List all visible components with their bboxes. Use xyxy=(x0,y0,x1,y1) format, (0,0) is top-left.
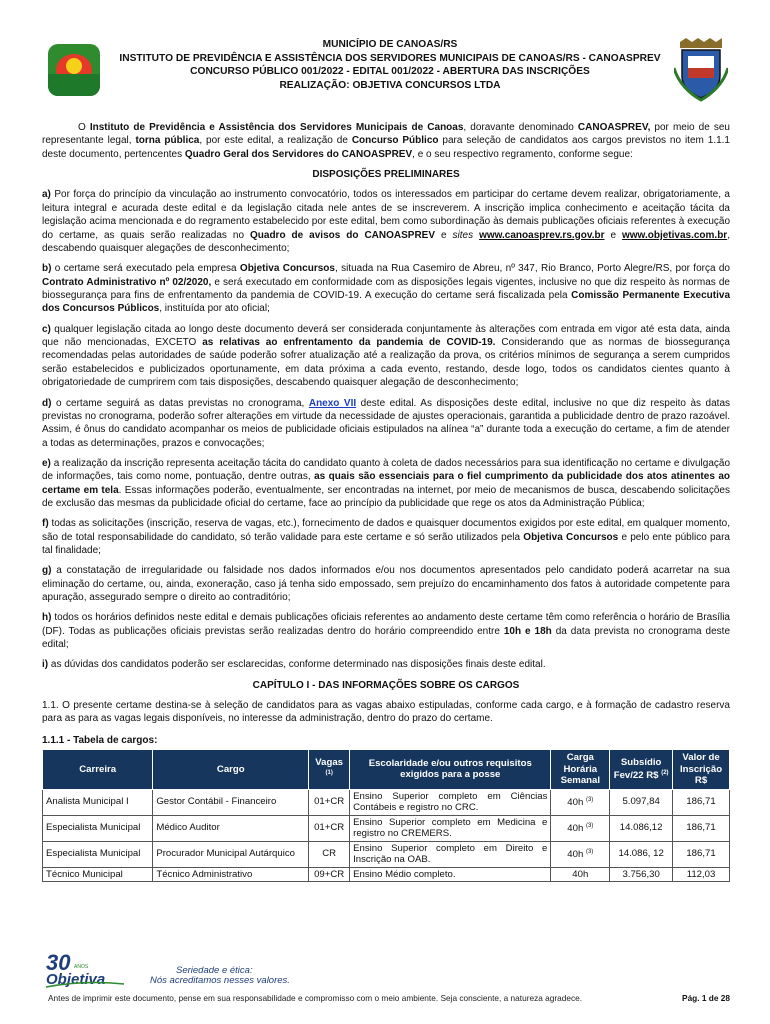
canoasprev-logo xyxy=(48,44,100,96)
cell-cargo: Médico Auditor xyxy=(153,815,309,841)
cell-carga: 40h $^{(3)}$ xyxy=(551,789,610,815)
document-body xyxy=(42,121,730,882)
paragraph-i: i) as dúvidas dos candidatos poderão ser esclarecidas, conforme determinado nas disposições finais deste edital. xyxy=(42,659,546,671)
table-header-row xyxy=(43,750,730,790)
logo-number: 30 xyxy=(46,950,71,975)
paragraph-c: c) qualquer legislação citada ao longo deste documento deverá ser considerada conjuntamente às alterações com entrada em vigor até esta data, ainda que não mencionadas, EXCETO as relativas ao enfrentamento da pandemia de COVID-19. Considerando que as normas de biossegurança recomendadas pelas autoridades de saúde poderão sofrer atualização até a realização da prova, os critérios mínimos de segurança a serem cumpridos serão estabelecidos e publicizados oportunamente, em data próxima a cada evento, restando, desde logo, todos os candidatos cientes quanto à obrigatoriedade de cumprirem com tais disposições, descabendo quaisquer alegação de desconhecimento; xyxy=(42,323,730,389)
header-title xyxy=(112,38,668,92)
cell-carga: 40h $^{(3)}$ xyxy=(551,815,610,841)
cell-subsidio: 3.756,30 xyxy=(610,867,673,882)
intro-paragraph: O Instituto de Previdência e Assistência dos Servidores Municipais de Canoas, doravante denominado CANOASPREV, por meio de seu representante legal, torna pública, por este edital, a realização de Concurso Público para seleção de candidatos aos cargos previstos no item 1.1.1 deste documento, pertencentes Quadro Geral dos Servidores do CANOASPREV, e o seu respectivo regramento, conforme segue: xyxy=(42,122,730,160)
header-line-concurso: CONCURSO PÚBLICO 001/2022 - EDITAL 001/2022 - ABERTURA DAS INSCRIÇÕES xyxy=(190,66,590,78)
cell-valor: 112,03 xyxy=(673,867,730,882)
cargos-table xyxy=(42,749,730,882)
cell-cargo: Procurador Municipal Autárquico xyxy=(153,841,309,867)
cell-subsidio: 14.086,12 xyxy=(610,815,673,841)
header-valor: Valor de Inscrição R$ xyxy=(673,750,730,790)
canoas-coat-of-arms-logo xyxy=(674,38,728,102)
cell-vagas: 01+CR xyxy=(309,789,350,815)
header-vagas: Vagas $^{(1)}$ xyxy=(309,750,350,790)
header-line-realizacao: REALIZAÇÃO: OBJETIVA CONCURSOS LTDA xyxy=(279,79,501,91)
cell-carreira: Especialista Municipal xyxy=(43,841,153,867)
logo-anos: ANOS xyxy=(74,964,89,970)
paragraph-f: f) todas as solicitações (inscrição, reserva de vagas, etc.), fornecimento de dados e quaisquer documentos exigidos por este edital, em qualquer momento, são de total responsabilidade do candidato, só terão validade para este certame e só serão utilizados pela Objetiva Concursos e pelo ente público para tal finalidade; xyxy=(42,518,730,557)
header-carreira: Carreira xyxy=(43,750,153,790)
table-title: 1.1.1 - Tabela de cargos: xyxy=(42,734,158,746)
table-row xyxy=(43,815,730,841)
chapter-title: CAPÍTULO I - DAS INFORMAÇÕES SOBRE OS CARGOS xyxy=(252,679,520,691)
cell-cargo: Gestor Contábil - Financeiro xyxy=(153,789,309,815)
header-subsidio: Subsídio Fev/22 R$ $^{(2)}$ xyxy=(610,750,673,790)
cell-valor: 186,71 xyxy=(673,789,730,815)
cell-vagas: CR xyxy=(309,841,350,867)
header-line-municipio: MUNICÍPIO DE CANOAS/RS xyxy=(322,39,458,50)
footer-note: Antes de imprimir este documento, pense em sua responsabilidade e compromisso com o meio ambiente. Seja consciente, a natureza agradece. xyxy=(48,993,583,1003)
cell-cargo: Técnico Administrativo xyxy=(153,867,309,882)
cell-vagas: 09+CR xyxy=(309,867,350,882)
table-row xyxy=(43,867,730,882)
header-carga: Carga Horária Semanal xyxy=(551,750,610,790)
table-row xyxy=(43,789,730,815)
cell-carga: 40h xyxy=(551,867,610,882)
slogan-line-1: Seriedade e ética: xyxy=(176,965,253,976)
cell-valor: 186,71 xyxy=(673,815,730,841)
logo-name: Objetiva xyxy=(46,971,106,988)
table-row xyxy=(43,841,730,867)
objetiva-logo xyxy=(44,950,134,990)
cell-escolaridade: Ensino Superior completo em Ciências Contábeis e registro no CRC. xyxy=(350,789,551,815)
document-header xyxy=(40,32,730,112)
section-title-disposicoes: DISPOSIÇÕES PRELIMINARES xyxy=(312,169,460,181)
cell-carreira: Especialista Municipal xyxy=(43,815,153,841)
paragraph-g: g) a constatação de irregularidade ou falsidade nos dados informados e/ou nos documentos apresentados pelo candidato poderá acarretar na sua eliminação do certame, ou, ainda, exoneração, caso já tenha sido empossado, sem prejuízo do encaminhamento dos fatos à autoridade competente para apuração, assegurado sempre o direito ao contraditório; xyxy=(42,565,730,604)
cell-subsidio: 5.097,84 xyxy=(610,789,673,815)
cell-escolaridade: Ensino Médio completo. xyxy=(350,867,551,882)
cell-vagas: 01+CR xyxy=(309,815,350,841)
header-line-instituto: INSTITUTO DE PREVIDÊNCIA E ASSISTÊNCIA DOS SERVIDORES MUNICIPAIS DE CANOAS/RS - CANOASPREV xyxy=(119,52,661,64)
link-anexo-vii[interactable]: Anexo VII xyxy=(308,397,357,409)
paragraph-h: h) todos os horários definidos neste edital e demais publicações oficiais referentes ao andamento deste certame têm como referência o horário de Brasília (DF). Todas as publicações oficiais previstas serão realizadas dentro do horário compreendido entre 10h e 18h da data prevista no cronograma deste edital; xyxy=(42,612,731,651)
cell-carreira: Técnico Municipal xyxy=(43,867,153,882)
footer-slogan xyxy=(150,966,290,986)
slogan-line-2: Nós acreditamos nesses valores. xyxy=(150,975,290,986)
cell-carreira: Analista Municipal I xyxy=(43,789,153,815)
cell-escolaridade: Ensino Superior completo em Medicina e registro no CREMERS. xyxy=(350,815,551,841)
page-number: Pág. 1 de 28 xyxy=(682,993,730,1003)
cell-subsidio: 14.086, 12 xyxy=(610,841,673,867)
paragraph-a: a) Por força do princípio da vinculação ao instrumento convocatório, todos os interessados em participar do certame devem realizar, obrigatoriamente, a leitura integral e acurada deste edital e da legislação citada nele antes de se inscreverem. A inscrição implica conhecimento e aceitação tácita da legislação acima mencionada e do regramento estabelecido por este edital, bem como subordinação às demais publicações oficiais referentes à execução do certame, as quais serão realizadas no Quadro de avisos do CANOASPREV e sites www.canoasprev.rs.gov.br e www.objetivas.com.br, descabendo quaisquer alegações de desconhecimento; xyxy=(42,189,730,255)
cell-valor: 186,71 xyxy=(673,841,730,867)
cell-escolaridade: Ensino Superior completo em Direito e Inscrição na OAB. xyxy=(350,841,551,867)
paragraph-b: b) o certame será executado pela empresa Objetiva Concursos, situada na Rua Casemiro de Abreu, nº 347, Rio Branco, Porto Alegre/RS, por força do Contrato Administrativo nº 02/2020, e será executado em conformidade com as disposições legais vigentes, inclusive no que diz respeito às normas de biossegurança para fins de enfrentamento da pandemia de COVID-19. A execução do certame será fiscalizada pela Comissão Permanente Executiva dos Concursos Públicos, instituída por ato oficial; xyxy=(42,263,731,315)
paragraph-e: e) a realização da inscrição representa aceitação tácita do candidato quanto à coleta de dados necessários para sua identificação no certame e divulgação de informações, tais como nome, pontuação, dentre outras, as quais são essenciais para o fiel cumprimento da publicidade dos atos atinentes ao certame em tela. Essas informações poderão, eventualmente, ser encontradas na internet, por meio de mecanismos de busca, descabendo solicitações de exclusão das mesmas da publicidade oficial do certame, face ao princípio da publicidade que rege os atos da Administração Pública; xyxy=(42,457,730,510)
header-escolaridade: Escolaridade e/ou outros requisitos exigidos para a posse xyxy=(350,750,551,790)
paragraph-d: d) o certame seguirá as datas previstas no cronograma, Anexo VII deste edital. As disposições deste edital, inclusive no que diz respeito às datas previstas no cronograma, poderão sofrer alterações em virtude da necessidade de ajustes operacionais, garantida a publicidade dentro de prazo razoável. Assim, é ônus do candidato acompanhar os meios de publicidade oficiais estipulados na alínea “a” durante toda a execução do certame, a fim de atender a todas as determinações, prazos e convocações; xyxy=(42,397,730,449)
cell-carga: 40h $^{(3)}$ xyxy=(551,841,610,867)
header-cargo: Cargo xyxy=(153,750,309,790)
link-objetivas[interactable]: www.objetivas.com.br xyxy=(621,229,728,241)
item-1-1: 1.1. O presente certame destina-se à seleção de candidatos para as vagas abaixo estipuladas, conforme cada cargo, e à formação de cadastro reserva para as para as vagas legais disponíveis, no interesse da administração, dentro do prazo do certame. xyxy=(42,700,730,725)
link-canoasprev[interactable]: www.canoasprev.rs.gov.br xyxy=(479,229,605,241)
